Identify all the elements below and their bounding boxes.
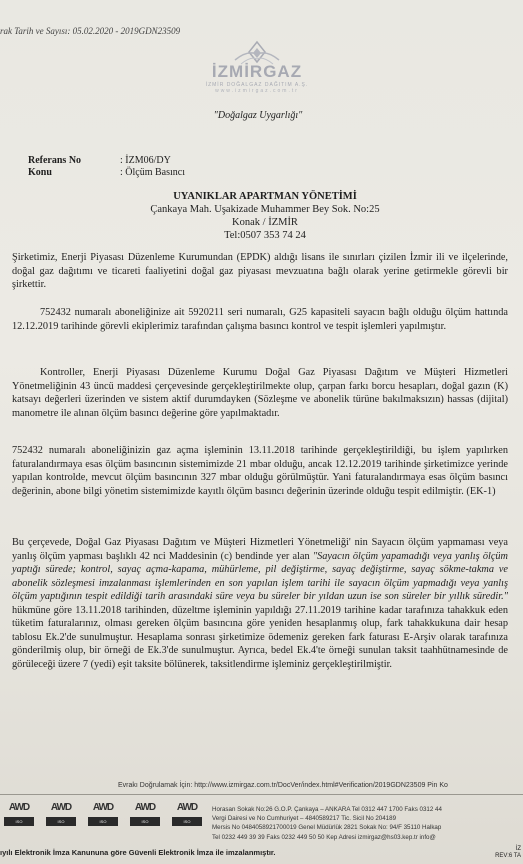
paragraph-pressure-finding: 752432 numaralı aboneliğinizin gaz açma işleminin 13.11.2018 tarihinde gerçekleştirildiği, bu işlem yapılırken faturalandırmaya esas ölçüm basıncının sistemimizde 21 mbar olduğu, ancak 12.12.2019 tarihinde şirketimizce yerinde yapılan kontrolde, mevcut ölçüm basıncının 327 mbar olduğu görülmüştür. Yani faturalandırmaya esas ölçüm basıncı değerinin, abone bilgi yönetim sistemimizde kayıtlı ölçüm basıncı değerinin üzerinde olduğu tespit edilmiştir. (EK-1) [12, 445, 508, 497]
cert-iso-label: ISO [4, 817, 34, 826]
document-date-number: rak Tarih ve Sayısı: 05.02.2020 - 2019GDN23509 [0, 26, 181, 36]
company-contact-info [212, 805, 442, 842]
e-signature-note: ıyılı Elektronik İmza Kanununa göre Güvenli Elektronik İmza ile imzalanmıştır. [0, 848, 276, 857]
cert-iso-label: ISO [130, 817, 160, 826]
cert-iso-label: ISO [88, 817, 118, 826]
logo-subtitle: İZMİR DOĞALGAZ DAĞITIM A.Ş. [205, 82, 309, 88]
logo-wordmark: İZMİRGAZ [211, 62, 303, 81]
footer-divider [0, 794, 523, 795]
recipient-name: UYANIKLAR APARTMAN YÖNETİMİ [173, 191, 357, 202]
company-slogan: "Doğalgaz Uygarlığı" [213, 110, 303, 121]
regulation-quote: "Sayacın ölçüm yapamadığı veya yanlış ölçüm yaptığı sürede; kontrol, sayaç açma-kapama, mühürleme, pil değiştirme, sayaç değiştirme, sayaç sökme-takma ve abonelik sözleşmesi imzalanması işlemlerinden en son yapılan işlem tarihi ile sayacın ölçüm yapmadığı veya yanlış ölçüm yaptığının tespit edildiği tarih arasındaki süre veya bu süreler bir yıldan uzun ise son süreler bir yıllık süredir." [12, 550, 508, 602]
revision-prefix: İZ [515, 846, 521, 852]
contact-tax-line: Vergi Dairesi ve No Cumhuriyet – 4840589217 Tic. Sicil No 204189 [212, 815, 397, 823]
reference-label: Referans No [28, 155, 82, 166]
certificate-badge [170, 797, 204, 825]
verification-link: Evrakı Doğrulamak İçin: http://www.izmirgaz.com.tr/DocVer/index.html#Verification/2019GDN23509 Pin Ko [118, 782, 448, 789]
revision-label: REV:6 TA [495, 853, 521, 859]
logo-website: www.izmirgaz.com.tr [215, 88, 299, 94]
cert-iso-label: ISO [46, 817, 76, 826]
paragraph-intro: Şirketimiz, Enerji Piyasası Düzenleme Kurumundan (EPDK) aldığı lisans ile sınırları çizilen İzmir ili ve ilçelerinde, doğal gaz dağıtımı ve ticareti faaliyetini doğal gaz piyasası mevzuatına bağlı olarak yerine getirmekle görevli bir şirkettir. [12, 252, 508, 290]
form-revision-code [495, 846, 521, 860]
contact-phone-line: Tel 0232 449 39 39 Faks 0232 449 50 50 Kep Adresi izmirgaz@hs03.kep.tr info@ [212, 833, 436, 841]
recipient-address-block [110, 190, 420, 242]
cert-awd-label: AWD [92, 802, 114, 813]
certificate-badge [128, 797, 162, 825]
recipient-city: Konak / İZMİR [232, 217, 298, 228]
paragraph-meter-check: 752432 numaralı aboneliğinize ait 5920211 seri numaralı, G25 kapasiteli sayacın bağlı olduğu ölçüm hattında 12.12.2019 tarihinde görevli ekiplerimiz tarafından çalışma basıncı kontrol ve tespit işlemleri yapılmıştır. [12, 307, 508, 332]
reference-value: : İZM06/DY [120, 155, 171, 166]
cert-iso-label: ISO [172, 817, 202, 826]
cert-awd-label: AWD [134, 802, 156, 813]
cert-awd-label: AWD [50, 802, 72, 813]
certificate-badge [86, 797, 120, 825]
subject-label: Konu [28, 167, 52, 178]
certificate-badge [44, 797, 78, 825]
subject-value: : Ölçüm Basıncı [120, 167, 185, 178]
calculation-text-start: Bu çerçevede, Doğal Gaz Piyasası Dağıtım ve Müşteri Hizmetleri Yönetmeliği' nin Sayacın ölçüm yapmaması veya yanlış ölçüm yapması başlıklı 42 nci Maddesinin (c) bendinde yer alan [12, 537, 508, 562]
paragraph-regulation: Kontroller, Enerji Piyasası Düzenleme Kurumu Doğal Gaz Piyasası Dağıtım ve Müşteri Hizmetleri Yönetmeliğinin 43 üncü maddesi çerçevesinde gerçekleştirilmekte olup, çarpan farkı borcu hesapları, doğal gazın (K) katsayı değerleri üzerinden ve sistem aktif durumdayken (Sözleşme ve abonelik türüne bakılmaksızın) hassas (dijital) manometre ile alınan ölçüm basıncı değerine göre yapılmaktadır. [12, 367, 508, 419]
cert-awd-label: AWD [176, 802, 198, 813]
cert-awd-label: AWD [8, 802, 30, 813]
recipient-street: Çankaya Mah. Uşakizade Muhammer Bey Sok. No:25 [150, 204, 380, 215]
subject-row [28, 167, 228, 181]
contact-mersis-line: Mersis No 0484058921700019 Genel Müdürlük 2821 Sokak No: 94/F 35110 Halkap [212, 824, 442, 832]
paragraph-calculation [12, 536, 508, 671]
certificate-badge [2, 797, 36, 825]
contact-address-line: Horasan Sokak No:26 G.O.P. Çankaya – ANKARA Tel 0312 447 1700 Faks 0312 44 [212, 806, 442, 813]
calculation-text-end: hükmüne göre 13.11.2018 tarihinden, düzeltme işleminin yapıldığı 27.11.2019 tarihine kadar tarafınıza tahakkuk eden tüketim faturalarınız, olması gereken ölçüm basıncına göre yeniden hesaplanmış olup, fark tahakkukuna dair hesap tablosu Ek.2'de sunulmuştur. Hesaplama sonrası şirketimize ödemeniz gereken fark faturası E-Arşiv olarak tarafınıza gönderilmiş olup, bir örneği de Ek.3'de sunulmuştur. Ayrıca, bedel Ek.4'te örneği sunulan taksit taahhütnamesinde de görüleceği üzere 7 (yedi) eşit taksite bölünerek, taksitlendirme işleminiz gerçekleştirilmiştir. [12, 604, 508, 670]
recipient-phone: Tel:0507 353 74 24 [224, 230, 306, 241]
izmirgaz-logo [187, 40, 327, 94]
